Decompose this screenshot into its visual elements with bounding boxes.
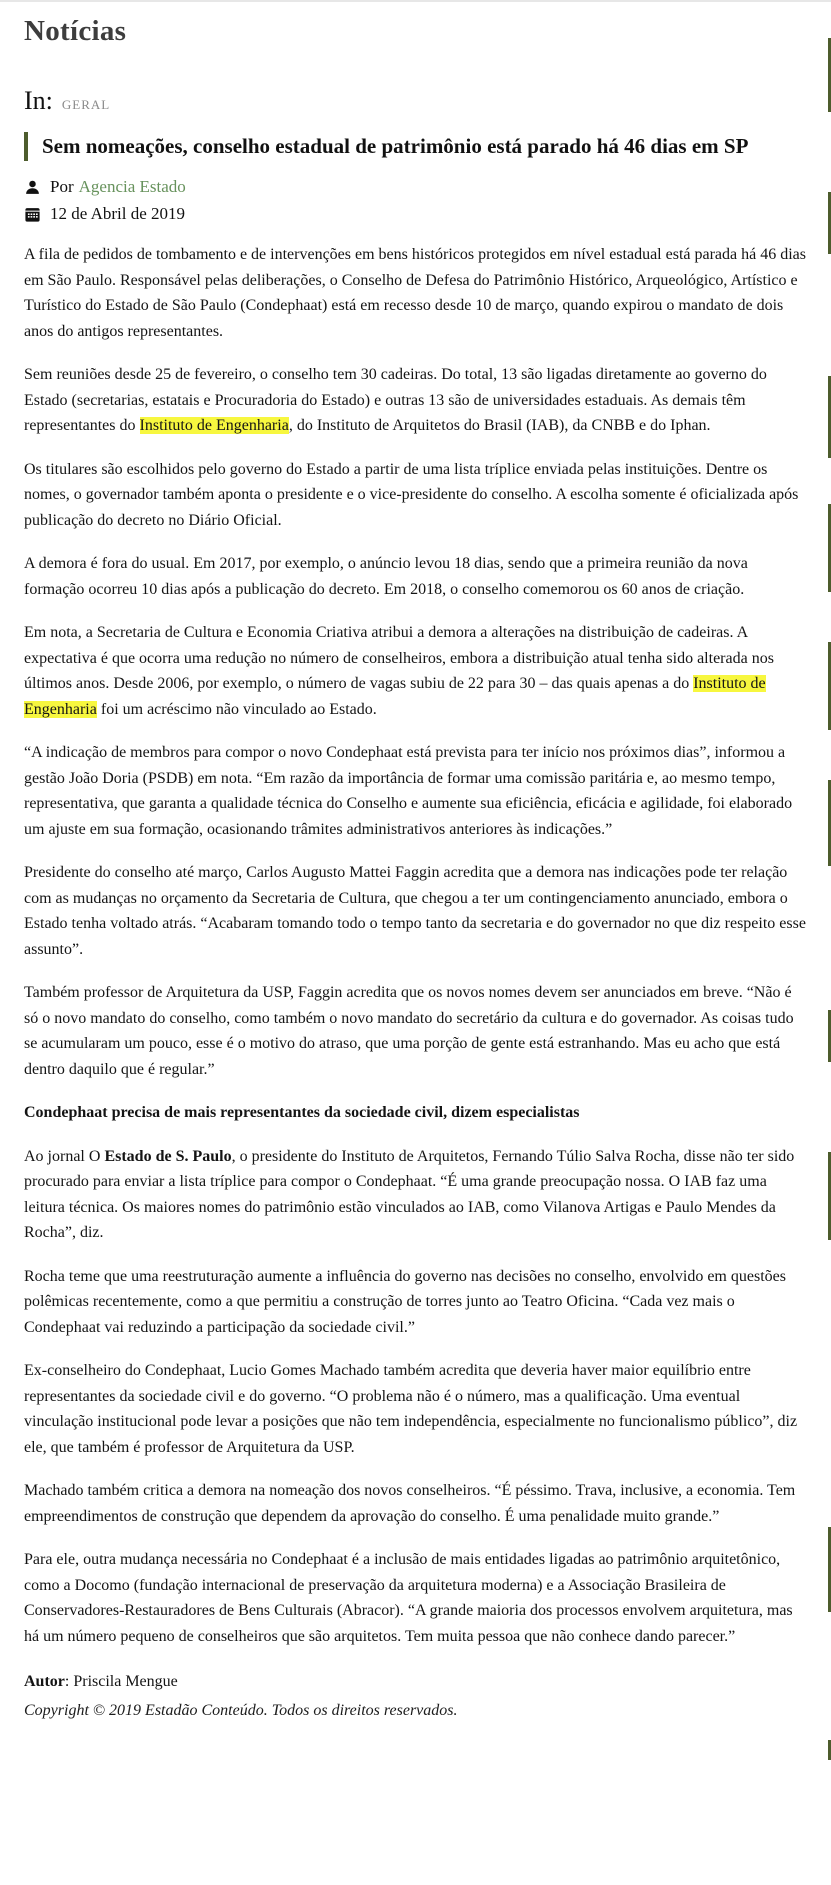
highlighted-text: Instituto de Engenharia <box>139 417 289 434</box>
author-link[interactable]: Agencia Estado <box>78 177 186 196</box>
article-paragraph <box>24 1264 806 1341</box>
article-paragraph <box>24 242 806 344</box>
person-icon <box>24 179 41 196</box>
article-paragraph <box>24 1478 806 1529</box>
article-paragraph <box>24 1144 806 1246</box>
text-segment: A demora é fora do usual. Em 2017, por exemplo, o anúncio levou 18 dias, sendo que a primeira reunião da nova formação ocorreu 10 dias após a publicação do decreto. Em 2018, o conselho comemorou os 60 anos de criação. <box>24 555 748 598</box>
text-segment: Copyright © 2019 Estadão Conteúdo. Todos os direitos reservados. <box>24 1701 458 1719</box>
text-segment: , do Instituto de Arquitetos do Brasil (IAB), da CNBB e do Iphan. <box>288 417 711 434</box>
text-segment: Ao jornal O <box>24 1147 105 1165</box>
page-title: Notícias <box>24 15 127 47</box>
text-segment: “A indicação de membros para compor o novo Condephaat está prevista para ter início nos próximos dias”, informou a gestão João Doria (PSDB) em nota. “Em razão da importância de formar uma comissão paritária e, ao mesmo tempo, representativa, que garanta a qualidade técnica do Conselho e aumente sua eficiência, eficácia e agilidade, foi elaborado um ajuste em sua formação, ocasionando trâmites administrativos anteriores às indicações.” <box>24 744 793 838</box>
text-segment: Machado também critica a demora na nomeação dos novos conselheiros. “É péssimo. Trava, inclusive, a economia. Tem empreendimentos de construção que dependem da aprovação do conselho. É uma penalidade muito grande.” <box>24 1482 796 1525</box>
text-segment: Sem reuniões desde 25 de fevereiro, o conselho tem 30 cadeiras. Do total, 13 são ligadas diretamente ao governo do Estado (secretarias, estatais e Procuradoria do Estado) e outras 13 são de universidades estaduais. As demais têm representantes do <box>24 366 767 434</box>
author-credit-line <box>24 1669 806 1695</box>
article-date: 12 de Abril de 2019 <box>50 204 186 223</box>
text-segment: Em nota, a Secretaria de Cultura e Economia Criativa atribui a demora a alterações na distribuição de cadeiras. A expectativa é que ocorra uma redução no número de conselheiros, embora a distribuição atual tenha sido alterada nos últimos anos. Desde 2006, por exemplo, o número de vagas subiu de 22 para 30 – das quais apenas a do <box>24 624 774 692</box>
text-segment: foi um acréscimo não vinculado ao Estado. <box>96 700 377 718</box>
text-segment: Presidente do conselho até março, Carlos Augusto Mattei Faggin acredita que a demora nas indicações pode ter relação com as mudanças no orçamento da Secretaria de Cultura, que chegou a ter um contingenciamento anunciado, embora o Estado tenha voltado atrás. “Acabaram tomando todo o tempo tanto da secretaria e do governador no que diz respeito esse assunto”. <box>24 864 806 958</box>
category-link[interactable]: GERAL <box>61 97 111 112</box>
calendar-icon <box>24 206 41 223</box>
article-meta <box>24 177 806 224</box>
text-segment: Para ele, outra mudança necessária no Condephaat é a inclusão de mais entidades ligadas ao patrimônio arquitetônico, como a Docomo (fundação internacional de preservação da arquitetura moderna) e a Associação Brasileira de Conservadores-Restauradores de Bens Culturais (Abracor). “A grande maioria dos processos envolvem arquitetura, mas há um número pequeno de conselheiros que são arquitetos. Tem muita pessoa que não conhece dando parecer.” <box>24 1551 793 1645</box>
text-segment: Ex-conselheiro do Condephaat, Lucio Gomes Machado também acredita que deveria haver maior equilíbrio entre representantes da sociedade civil e do governo. “O problema não é o número, mas a qualificação. Uma eventual vinculação institucional pode levar a posições que não tem independência, especialmente no funcionalismo público”, diz ele, que também é professor de Arquitetura da USP. <box>24 1362 798 1456</box>
text-segment: A fila de pedidos de tombamento e de intervenções em bens históricos protegidos em nível estadual está parada há 46 dias em São Paulo. Responsável pelas deliberações, o Conselho de Defesa do Patrimônio Histórico, Arqueológico, Artístico e Turístico do Estado de São Paulo (Condephaat) está em recesso desde 10 de março, quando expirou o mandato de dois anos do antigos representantes. <box>24 246 806 340</box>
text-segment: Também professor de Arquitetura da USP, Faggin acredita que os novos nomes devem ser anunciados em breve. “Não é só o novo mandato do conselho, como também o novo mandato do secretário da cultura e do governador. As coisas tudo se acumularam um pouco, esse é o motivo do atraso, que uma porção de gente está estranhando. Mas eu acho que está dentro daquilo que é regular.” <box>24 984 794 1078</box>
article-paragraph <box>24 1547 806 1649</box>
category-prefix: In: <box>24 86 53 115</box>
copyright-line <box>24 1698 806 1724</box>
article-paragraph <box>24 1358 806 1460</box>
byline-prefix: Por <box>50 177 74 196</box>
article-headline[interactable]: Sem nomeações, conselho estadual de patrimônio está parado há 46 dias em SP <box>42 134 749 158</box>
article-paragraph <box>24 980 806 1082</box>
article-paragraph <box>24 551 806 602</box>
article-paragraph <box>24 457 806 534</box>
bold-text: Autor <box>24 1673 65 1690</box>
article-paragraph <box>24 860 806 962</box>
text-segment: Os titulares são escolhidos pelo governo do Estado a partir de uma lista tríplice enviada pelas instituições. Dentre os nomes, o governador também aponta o presidente e o vice-presidente do conselho. A escolha somente é oficializada após publicação do decreto no Diário Oficial. <box>24 460 799 529</box>
text-segment: : Priscila Mengue <box>64 1673 178 1690</box>
article-paragraph <box>24 740 806 842</box>
article-body <box>24 242 806 1723</box>
category-row <box>24 86 806 116</box>
byline-row <box>24 177 806 197</box>
article-subheading <box>24 1100 806 1126</box>
article-headline-block <box>24 132 806 161</box>
bold-text: Estado de S. Paulo <box>104 1147 232 1165</box>
article-container <box>0 14 831 1753</box>
text-segment: Rocha teme que uma reestruturação aumente a influência do governo nas decisões no conselho, envolvido em questões polêmicas recentemente, como a que permitiu a construção de torres junto ao Teatro Oficina. “Cada vez mais o Condephaat vai reduzindo a participação da sociedade civil.” <box>24 1267 786 1336</box>
dateline-row <box>24 204 806 224</box>
highlighted-text: Instituto de Engenharia <box>24 675 766 718</box>
text-segment: , o presidente do Instituto de Arquitetos, Fernando Túlio Salva Rocha, disse não ter sido procurado para enviar a lista tríplice para compor o Condephaat. “É uma grande preocupação nossa. O IAB faz uma leitura técnica. Os maiores nomes do patrimônio estão vinculados ao IAB, como Vilanova Artigas e Paulo Mendes da Rocha”, diz. <box>24 1147 795 1241</box>
text-segment: Condephaat precisa de mais representantes da sociedade civil, dizem especialistas <box>24 1104 580 1121</box>
article-paragraph <box>24 362 806 439</box>
article-paragraph <box>24 620 806 722</box>
